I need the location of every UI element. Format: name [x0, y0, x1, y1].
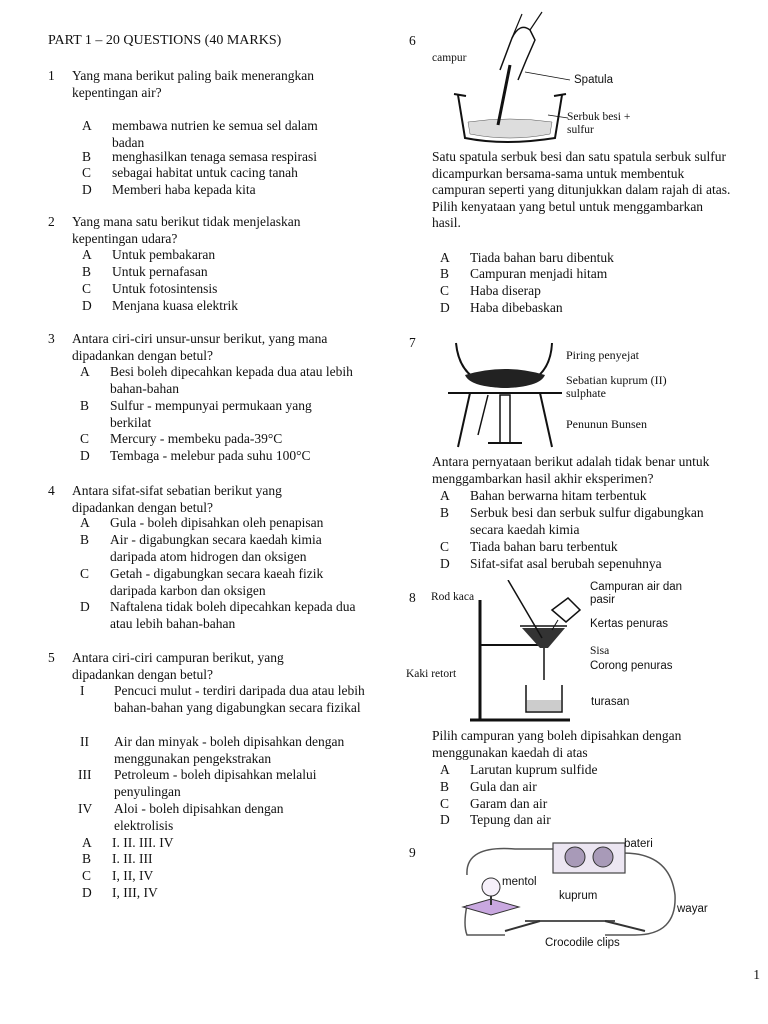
question-text: Antara ciri-ciri campuran berikut, yang dipadankan dengan betul?	[72, 650, 284, 682]
label-bateri: bateri	[624, 838, 653, 850]
label-kertas: Kertas penuras	[590, 618, 668, 630]
question-8-text: Pilih campuran yang boleh dipisahkan dengan menggunakan kaedah di atas	[432, 728, 682, 760]
question-text: Yang mana satu berikut tidak menjelaskan kepentingan udara?	[72, 214, 301, 246]
label-campuran: Campuran air dan pasir	[590, 581, 683, 606]
label-kaki: Kaki retort	[406, 668, 457, 680]
question-number: 2	[48, 214, 55, 229]
question-6-number: 6	[409, 33, 416, 48]
page-number: 1	[753, 967, 760, 982]
label-sebatian: Sebatian kuprum (II) sulphate	[566, 373, 667, 400]
label-spatula: Spatula	[574, 74, 614, 86]
label-wayar: wayar	[677, 903, 708, 915]
question-number: 5	[48, 650, 55, 665]
label-kuprum: kuprum	[559, 890, 598, 902]
question-text: Yang mana berikut paling baik menerangkan kepentingan air?	[72, 68, 314, 100]
question-text: Antara sifat-sifat sebatian berikut yang dipadankan dengan betul?	[72, 483, 282, 515]
question-6-text: Satu spatula serbuk besi dan satu spatula serbuk sulfur dicampurkan bersama-sama untuk membentuk campuran seperti yang ditunjukkan dalam rajah di atas. Pilih kenyataan yang betul untuk menggambarkan hasil.	[432, 149, 731, 230]
label-mentol: mentol	[502, 876, 537, 888]
label-corong: Corong penuras	[590, 660, 673, 672]
question-text: Antara ciri-ciri unsur-unsur berikut, yang mana dipadankan dengan betul?	[72, 331, 328, 363]
label-serbuk: Serbuk besi + sulfur	[567, 111, 631, 136]
question-7-number: 7	[409, 335, 416, 350]
question-9-number: 9	[409, 845, 416, 860]
question-7-text: Antara pernyataan berikut adalah tidak benar untuk menggambarkan hasil akhir eksperimen?	[432, 454, 710, 486]
label-penunu: Penunun Bunsen	[566, 417, 647, 431]
question-number: 1	[48, 68, 55, 83]
heating-diagram	[440, 335, 570, 455]
question-8-number: 8	[409, 590, 416, 605]
label-turasan: turasan	[591, 696, 630, 708]
label-campur: campur	[432, 52, 467, 64]
question-number: 3	[48, 331, 55, 346]
label-rod: Rod kaca	[431, 591, 475, 603]
page-title: PART 1 – 20 QUESTIONS (40 MARKS)	[48, 33, 282, 48]
filtration-diagram	[470, 580, 600, 725]
question-number: 4	[48, 483, 55, 498]
label-clips: Crocodile clips	[545, 937, 620, 949]
label-sisa: Sisa	[590, 645, 610, 657]
label-piring: Piring penyejat	[566, 348, 639, 362]
